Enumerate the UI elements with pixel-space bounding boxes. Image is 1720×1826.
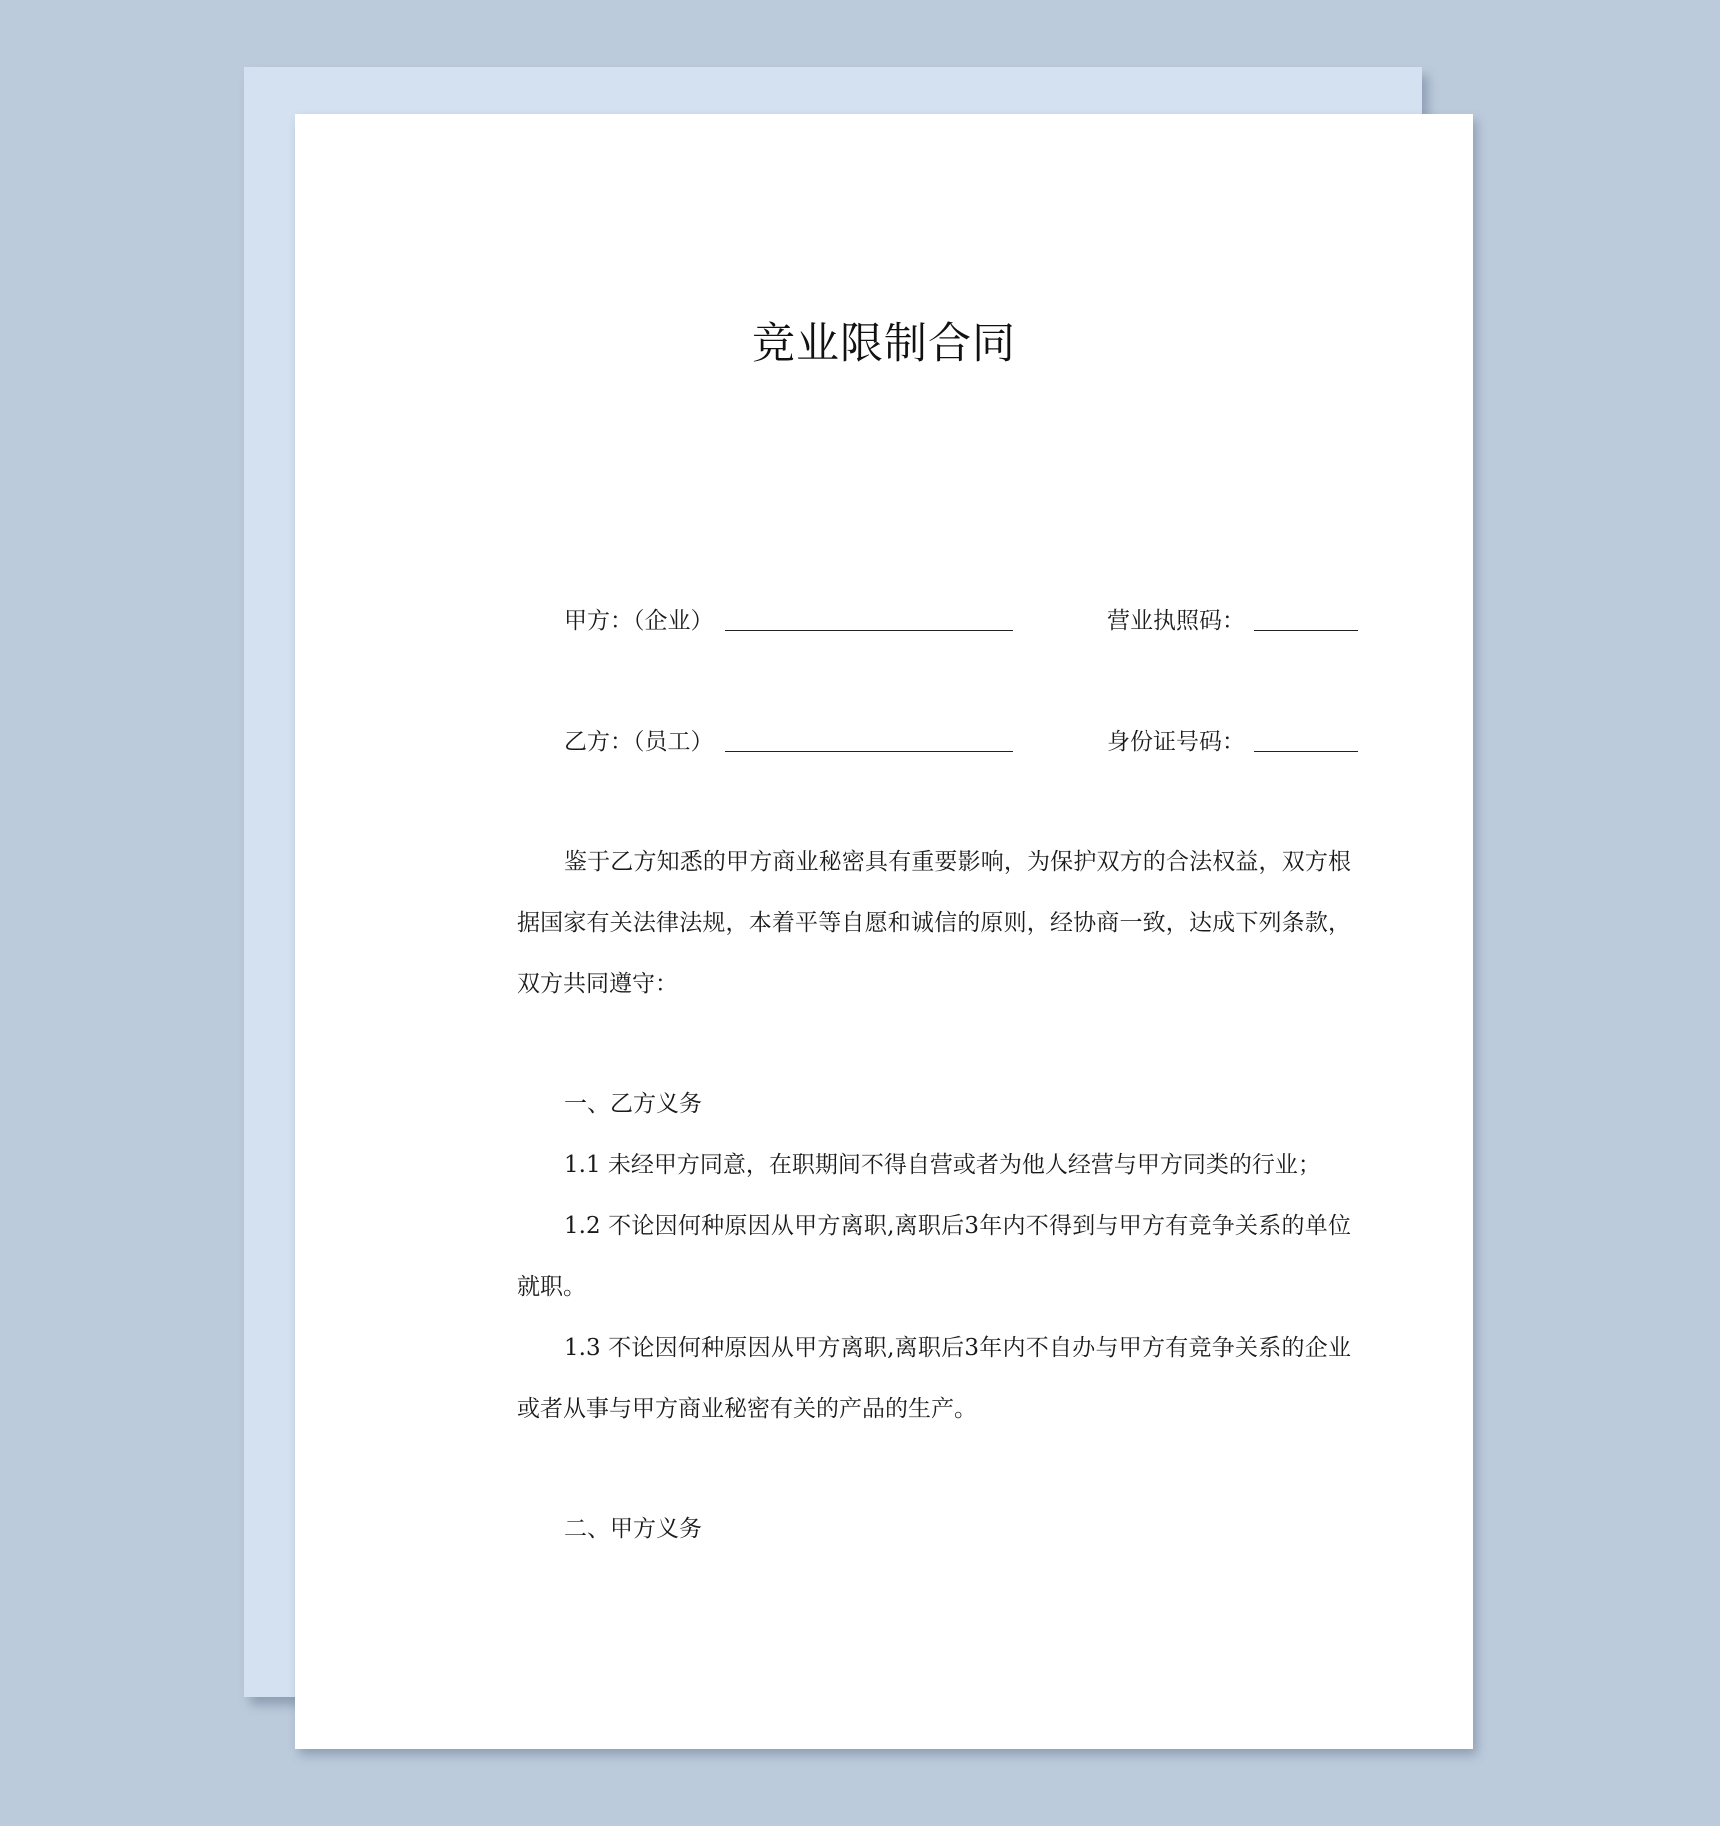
party-a-label: 甲方：（企业） [564, 608, 714, 634]
business-license-blank[interactable] [1254, 630, 1358, 631]
preamble-paragraph: 鉴于乙方知悉的甲方商业秘密具有重要影响，为保护双方的合法权益，双方根据国家有关法律法规，本着平等自愿和诚信的原则，经协商一致，达成下列条款，双方共同遵守： [517, 849, 1351, 997]
party-b-row [564, 723, 1352, 763]
party-a-name-blank[interactable] [725, 630, 1013, 631]
party-a-row [564, 602, 1352, 642]
id-number-blank[interactable] [1254, 751, 1358, 752]
section-2-heading: 二、甲方义务 [564, 1516, 702, 1542]
party-b-label: 乙方：（员工） [564, 729, 714, 755]
id-number-label: 身份证号码： [1107, 729, 1245, 755]
section-1-heading: 一、乙方义务 [564, 1091, 702, 1117]
party-b-name-blank[interactable] [725, 751, 1013, 752]
clause-1-2: 1.2 不论因何种原因从甲方离职,离职后3年内不得到与甲方有竞争关系的单位就职。 [517, 1213, 1351, 1300]
clause-1-1: 1.1 未经甲方同意，在职期间不得自营或者为他人经营与甲方同类的行业； [564, 1152, 1321, 1178]
business-license-label: 营业执照码： [1107, 608, 1245, 634]
document-title: 竞业限制合同 [752, 319, 1016, 369]
contract-page [295, 114, 1473, 1749]
clause-1-3: 1.3 不论因何种原因从甲方离职,离职后3年内不自办与甲方有竞争关系的企业或者从事与甲方商业秘密有关的产品的生产。 [517, 1335, 1351, 1422]
